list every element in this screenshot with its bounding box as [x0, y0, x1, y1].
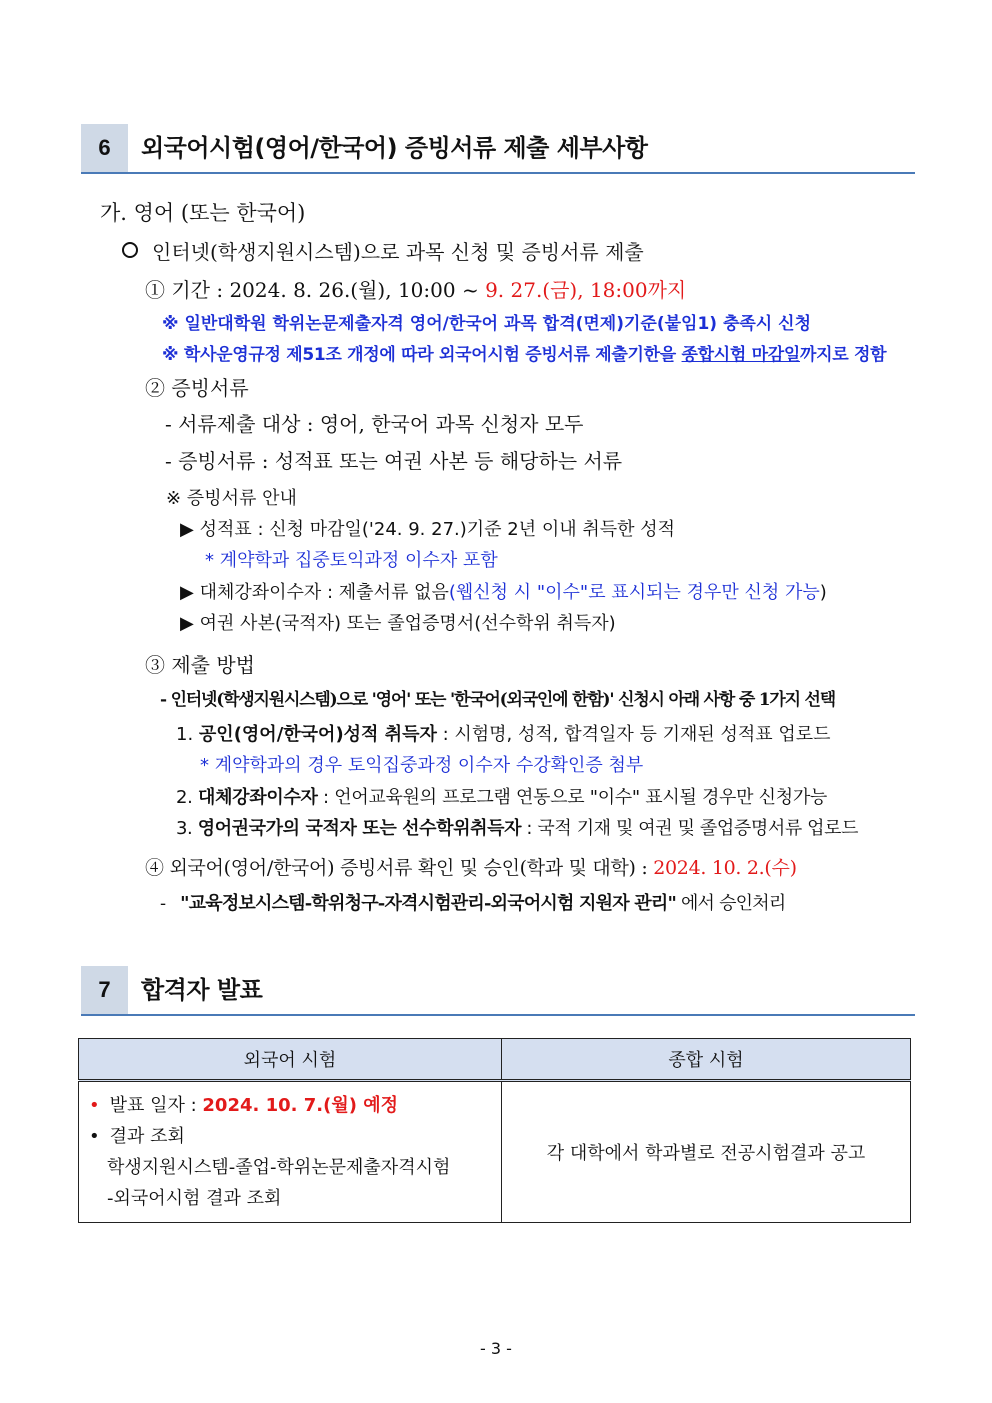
- circle-bullet-icon: [122, 242, 138, 258]
- guide-substitute: [180, 578, 827, 604]
- period-note-2: [162, 340, 886, 365]
- result-lookup-label: 결과 조회: [109, 1126, 185, 1147]
- submission-title: ③ 제출 방법: [145, 653, 255, 677]
- guide-passport: ▶ 여권 사본(국적자) 또는 졸업증명서(선수학위 취득자): [180, 613, 616, 634]
- section-number: 6: [81, 124, 128, 172]
- approval-line: [145, 853, 797, 880]
- period-line: [145, 274, 686, 303]
- method-1-rest: : 시험명, 성적, 합격일자 등 기재된 성적표 업로드: [436, 724, 831, 745]
- method-3-num: 3.: [176, 818, 193, 839]
- method-1-note: * 계약학과의 경우 토익집중과정 이수자 수강확인증 첨부: [200, 755, 644, 776]
- guide-transcript-note: * 계약학과 집중토익과정 이수자 포함: [205, 550, 498, 571]
- evidence-docs: - 증빙서류 : 성적표 또는 여권 사본 등 해당하는 서류: [165, 449, 623, 473]
- section-title: 외국어시험(영어/한국어) 증빙서류 제출 세부사항: [141, 134, 648, 162]
- method-3-bold: 영어권국가의 국적자 또는 선수학위취득자: [197, 818, 522, 839]
- evidence-title: ② 증빙서류: [145, 376, 249, 400]
- header-comprehensive-exam: 종합 시험: [502, 1039, 911, 1081]
- announce-date-value: 2024. 10. 7.(월) 예정: [202, 1095, 399, 1116]
- evidence-target: - 서류제출 대상 : 영어, 한국어 과목 신청자 모두: [165, 412, 584, 436]
- section-title: 합격자 발표: [141, 976, 263, 1004]
- note2-underlined: 종합시험 마감일: [681, 345, 801, 365]
- announce-date-label: 발표 일자 :: [109, 1095, 203, 1116]
- method-3-rest: : 국적 기재 및 여권 및 졸업증명서류 업로드: [521, 818, 859, 839]
- foreign-exam-cell: [79, 1081, 502, 1223]
- result-lookup-path-2: -외국어시험 결과 조회: [107, 1188, 282, 1209]
- period-text: ① 기간 : 2024. 8. 26.(월), 10:00 ~: [145, 278, 486, 302]
- approval-path: [160, 889, 785, 915]
- section-6-header: [81, 124, 915, 174]
- red-bullet-icon: •: [89, 1095, 100, 1116]
- method-3: [176, 814, 858, 840]
- substitute-text: ▶ 대체강좌이수자 : 제출서류 없음: [180, 582, 449, 603]
- approval-dash: -: [160, 893, 166, 914]
- note2-text-a: ※ 학사운영규정 제51조 개정에 따라 외국어시험 증빙서류 제출기한을: [162, 345, 682, 365]
- substitute-note: (웹신청 시 "이수"로 표시되는 경우만 신청 가능: [448, 582, 820, 603]
- announcement-table: [78, 1038, 911, 1223]
- evidence-guide: ※ 증빙서류 안내: [166, 488, 297, 509]
- approval-date: 2024. 10. 2.(수): [653, 857, 797, 879]
- method-2: [176, 783, 827, 809]
- method-1: [176, 720, 831, 746]
- section-7-header: [81, 966, 915, 1016]
- result-lookup-item: [89, 1121, 491, 1152]
- substitute-paren: ): [819, 582, 827, 603]
- period-deadline: 9. 27.(금), 18:00까지: [485, 278, 687, 302]
- announce-date-item: [89, 1090, 491, 1121]
- subheading-a: 가. 영어 (또는 한국어): [100, 201, 306, 225]
- main-bullet-text: 인터넷(학생지원시스템)으로 과목 신청 및 증빙서류 제출: [152, 240, 644, 264]
- main-bullet: [122, 236, 644, 265]
- submission-method: - 인터넷(학생지원시스템)으로 '영어' 또는 '한국어(외국인에 한함)' 신청시 아래 사항 중 1가지 선택: [160, 690, 835, 710]
- method-2-num: 2.: [176, 787, 193, 808]
- table-row: [79, 1081, 911, 1223]
- approval-path-bold: "교육정보시스템-학위청구-자격시험관리-외국어시험 지원자 관리": [180, 893, 677, 914]
- header-foreign-exam: 외국어 시험: [79, 1039, 502, 1081]
- method-2-bold: 대체강좌이수자: [198, 787, 318, 808]
- method-1-num: 1.: [176, 724, 194, 745]
- page-number: - 3 -: [480, 1339, 512, 1358]
- approval-text: ④ 외국어(영어/한국어) 증빙서류 확인 및 승인(학과 및 대학) :: [145, 857, 654, 879]
- result-lookup-path-1: 학생지원시스템-졸업-학위논문제출자격시험: [107, 1157, 451, 1178]
- method-1-bold: 공인(영어/한국어)성적 취득자: [198, 724, 437, 745]
- approval-path-rest: 에서 승인처리: [676, 893, 786, 914]
- guide-transcript: ▶ 성적표 : 신청 마감일('24. 9. 27.)기준 2년 이내 취득한 성적: [180, 519, 675, 540]
- table-header-row: [79, 1039, 911, 1081]
- period-note-1: ※ 일반대학원 학위논문제출자격 영어/한국어 과목 합격(면제)기준(붙임1) 충족시 신청: [162, 314, 811, 334]
- comprehensive-exam-cell: 각 대학에서 학과별로 전공시험결과 공고: [502, 1081, 911, 1223]
- note2-text-b: 까지로 정함: [800, 345, 887, 365]
- section-number: 7: [81, 966, 128, 1014]
- bullet-icon: •: [89, 1126, 100, 1147]
- method-2-rest: : 언어교육원의 프로그램 연동으로 "이수" 표시될 경우만 신청가능: [317, 787, 828, 808]
